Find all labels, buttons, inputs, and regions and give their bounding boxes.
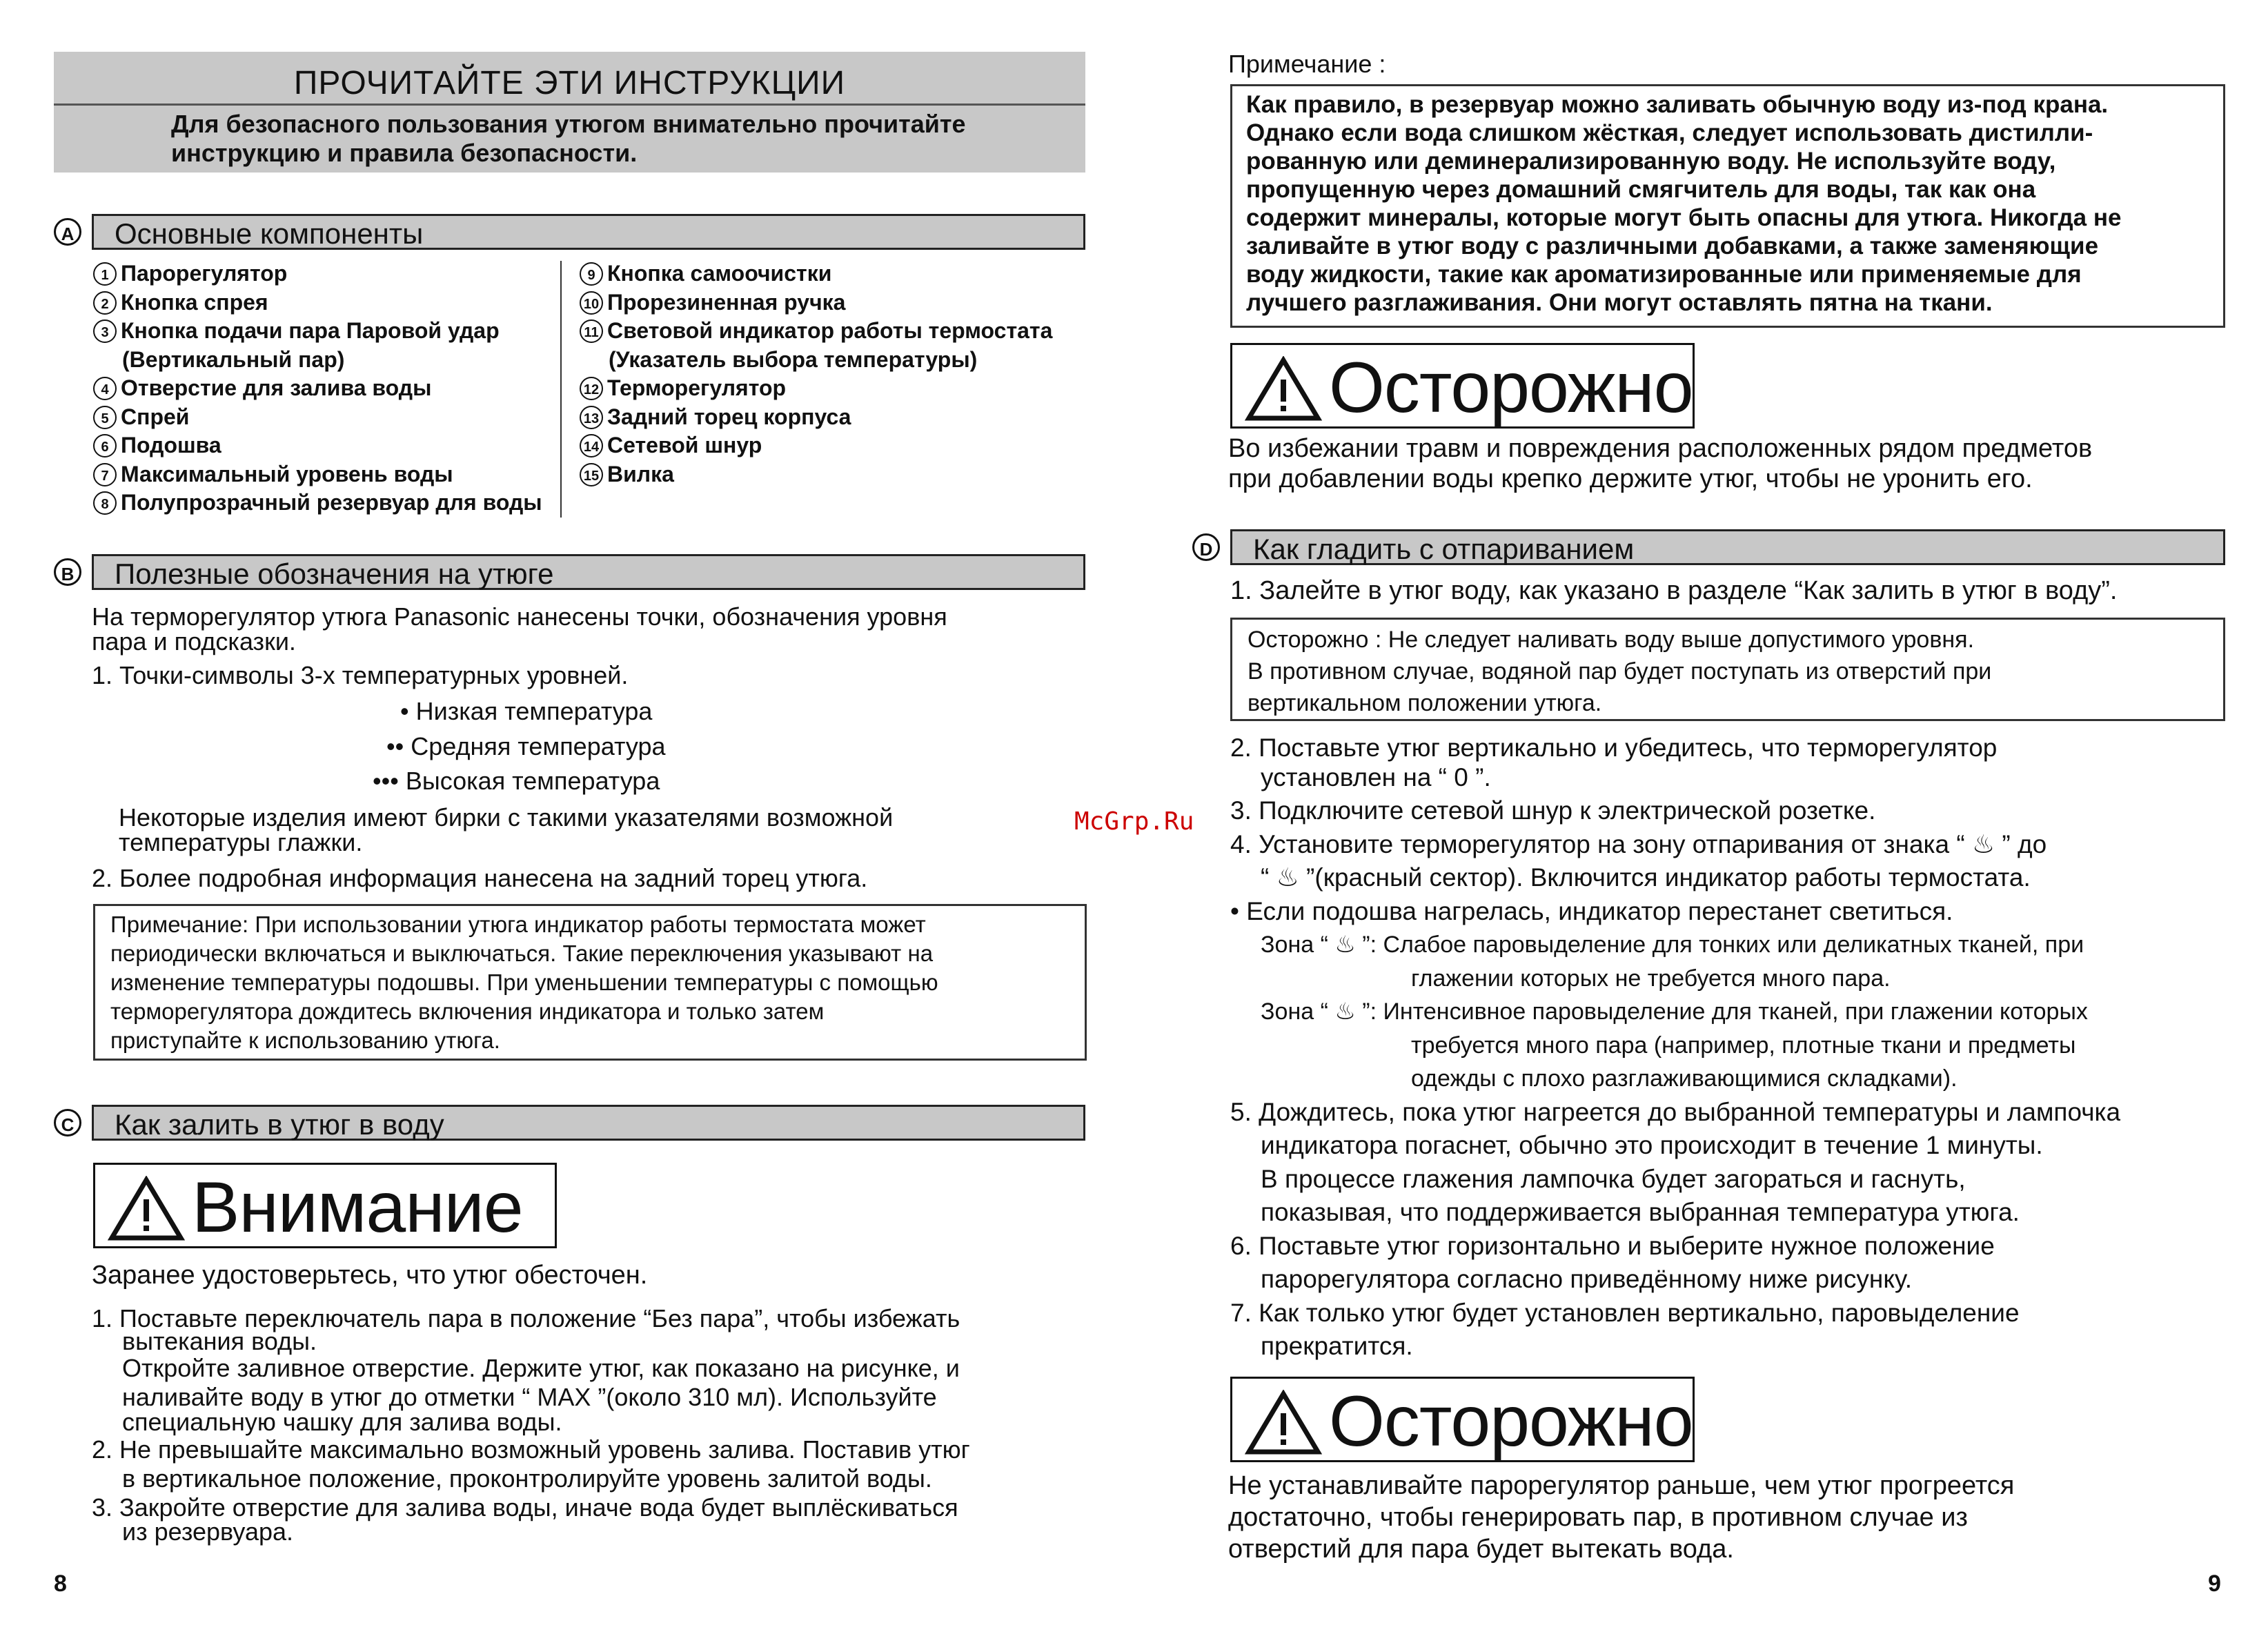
instructions-banner <box>54 52 1085 173</box>
list-item: (Вертикальный пар) <box>122 346 345 372</box>
list-item: 11 Световой индикатор работы термостата <box>580 317 1090 346</box>
list-divider <box>560 261 562 518</box>
caution-1 <box>1230 343 1695 429</box>
temp-low: • Низкая температура <box>400 697 653 725</box>
section-a-bar <box>92 214 1085 250</box>
page-number-right: 9 <box>2208 1571 2221 1597</box>
section-a-badge: A <box>54 218 81 246</box>
section-b-item1: 1. Точки-символы 3-х температурных уровней. <box>92 661 629 689</box>
section-c-steps: 1. Поставьте переключатель пара в положение “Без пара”, чтобы избежать вытекания воды. Откройте заливное отверстие. Держите утюг, как показано на рисунке, и наливайте воду в утюг до отметки “ MAX ”(около 310 мл). Используйте специальную чашку для залива воды. 2. Не превышайте максимально возможный уровень залива. Поставив утюг в вертикальное положение, проконтролируйте уровень залитой воды. 3. Закройте отверстие для залива воды, иначе вода будет выплёскиваться из резервуара. <box>92 1304 970 1546</box>
list-item: 1 Парорегулятор <box>93 259 562 288</box>
list-item: (Указатель выбора температуры) <box>609 346 978 372</box>
list-item: 6 Подошва <box>93 431 562 460</box>
water-note: Как правило, в резервуар можно заливать обычную воду из-под крана. Однако если вода слишком жёсткая, следует использовать дистилли- рованную или деминерализированную воду. Не используйте воду, пропущенную через домашний смягчитель для воды, так как она содержит минералы, которые могут быть опасны для утюга. Никогда не заливайте в утюг воду с различными добавками, а также заменяющие воду жидкости, такие как ароматизированные или применяемые для лучшего разглаживания. Они могут оставлять пятна на ткани. <box>1230 84 2225 328</box>
section-b-intro: На терморегулятор утюга Panasonic нанесены точки, обозначения уровня пара и подсказки. <box>92 602 947 656</box>
list-item: 10 Прорезиненная ручка <box>580 288 1090 317</box>
note-label: Примечание : <box>1228 50 1386 78</box>
list-item: 15 Вилка <box>580 460 1090 489</box>
list-item: 9 Кнопка самоочистки <box>580 259 1090 288</box>
section-a-title: Основные компоненты <box>115 217 424 250</box>
banner-rule <box>54 104 1085 106</box>
section-b-note: Примечание: При использовании утюга индикатор работы термостата может периодически включаться и выключаться. Такие переключения указывают на изменение температуры подошвы. При уменьшении температуры с помощью терморегулятора дождитесь включения индикатора и только затем приступайте к использованию утюга. <box>93 904 1087 1061</box>
banner-title: ПРОЧИТАЙТЕ ЭТИ ИНСТРУКЦИИ <box>293 65 846 101</box>
section-b-title: Полезные обозначения на утюге <box>115 558 554 590</box>
list-item: 7 Максимальный уровень воды <box>93 460 562 489</box>
banner-text: Для безопасного пользования утюгом внимательно прочитайте инструкцию и правила безопасности. <box>171 110 966 167</box>
caution-1-body: Во избежании травм и повреждения расположенных рядом предметов при добавлении воды крепко держите утюг, чтобы не уронить его. <box>1228 434 2093 493</box>
section-d-bar <box>1230 529 2225 565</box>
section-c-badge: C <box>54 1109 81 1137</box>
section-b-bar <box>92 554 1085 590</box>
section-a-header <box>54 214 1085 250</box>
list-item: 13 Задний торец корпуса <box>580 403 1090 432</box>
temp-high: ••• Высокая температура <box>373 767 660 795</box>
section-c-header <box>54 1105 1085 1141</box>
list-item: 2 Кнопка спрея <box>93 288 562 317</box>
section-c-title: Как залить в утюг в воду <box>115 1108 444 1141</box>
section-d-title: Как гладить с отпариванием <box>1253 533 1635 565</box>
caution-2-body: Не устанавливайте парорегулятор раньше, чем утюг прогреется достаточно, чтобы генерировать пар, в противном случае из отверстий для пара будет вытекать вода. <box>1228 1471 2015 1564</box>
section-b-tags: Некоторые изделия имеют бирки с такими указателями возможной температуры глажки. <box>119 803 894 856</box>
temp-mid: •• Средняя температура <box>386 732 666 760</box>
section-c-bar <box>92 1105 1085 1141</box>
list-item: 8 Полупрозрачный резервуар для воды <box>93 489 562 518</box>
section-b-badge: B <box>54 558 81 586</box>
caution-1-text: Осторожно <box>1329 348 1693 428</box>
list-item: 4 Отверстие для залива воды <box>93 374 562 403</box>
section-b-item2: 2. Более подробная информация нанесена на задний торец утюга. <box>92 864 868 892</box>
section-b-header <box>54 554 1085 590</box>
section-c-lead: Заранее удостоверьтесь, что утюг обесточен. <box>92 1261 648 1290</box>
section-d-step1: 1. Залейте в утюг воду, как указано в разделе “Как залить в утюг в воду”. <box>1230 576 2118 605</box>
caution-2-text: Осторожно <box>1329 1381 1693 1462</box>
warning-triangle-icon <box>1245 356 1322 422</box>
section-d-caution-box: Осторожно : Не следует наливать воду выше допустимого уровня. В противном случае, водяной пар будет поступать из отверстий при вертикальном положении утюга. <box>1230 618 2225 721</box>
components-list-right <box>580 259 1090 489</box>
list-item: 14 Сетевой шнур <box>580 431 1090 460</box>
warning-attention <box>93 1163 557 1248</box>
list-item: 3 Кнопка подачи пара Паровой удар <box>93 317 562 346</box>
warning-attention-text: Внимание <box>192 1168 523 1248</box>
section-d-badge: D <box>1192 533 1220 561</box>
caution-2 <box>1230 1377 1695 1462</box>
page-number-left: 8 <box>54 1571 67 1597</box>
list-item: 12 Терморегулятор <box>580 374 1090 403</box>
watermark: McGrp.Ru <box>1074 807 1194 836</box>
section-d-header <box>1192 529 2225 565</box>
warning-triangle-icon <box>1245 1390 1322 1456</box>
components-list-left <box>93 259 562 518</box>
list-item: 5 Спрей <box>93 403 562 432</box>
section-d-steps: 2. Поставьте утюг вертикально и убедитесь, что терморегулятор установлен на “ 0 ”. 3. Подключите сетевой шнур к электрической розетке. 4. Установите терморегулятор на зону отпаривания от знака “ ♨ ” до “ ♨ ”(красный сектор). Включится индикатор работы термостата. • Если подошва нагрелась, индикатор перестанет светиться. Зона “ ♨ ”: Слабое паровыделение для тонких или деликатных тканей, при глажении которых не требуется много пара. Зона “ ♨ ”: Интенсивное паровыделение для тканей, при глажении которых требуется много пара (например, плотные ткани и предметы одежды с плохо разглаживающимися складками). 5. Дождитесь, пока утюг нагреется до выбранной температуры и лампочка индикатора погаснет, обычно это происходит в течение 1 минуты. В процессе глажения лампочка будет загораться и гаснуть, показывая, что поддерживается выбранная температура утюга. 6. Поставьте утюг горизонтально и выберите нужное положение парорегулятора согласно приведённому ниже рисунку. 7. Как только утюг будет установлен вертикально, паровыделение прекратится. <box>1230 734 2121 1360</box>
warning-triangle-icon <box>108 1176 185 1242</box>
